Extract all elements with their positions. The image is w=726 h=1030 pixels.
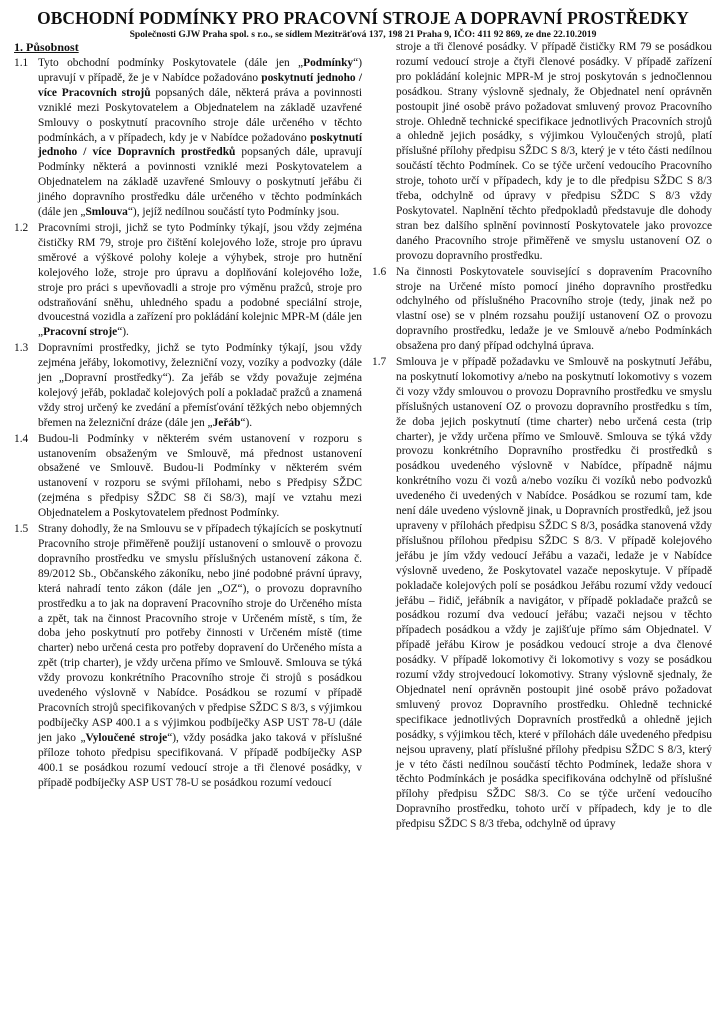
emphasis-text: poskytnutí jednoho / více Pracovních strojů — [38, 71, 362, 99]
clause-text — [38, 522, 362, 790]
document-subtitle: Společnosti GJW Praha spol. s r.o., se sídlem Meziträťová 137, 198 21 Praha 9, IČO: 411 92 869, ze dne 22.10.2019 — [129, 29, 597, 40]
clause-1-5 — [14, 522, 362, 790]
clause-1-7 — [372, 355, 712, 832]
document-title: OBCHODNÍ PODMÍNKY PRO PRACOVNÍ STROJE A DOPRAVNÍ PROSTŘEDKY — [37, 8, 689, 28]
clause-text — [38, 221, 362, 340]
text-run: “) upravují v případě, že je v Nabídce požadováno — [38, 57, 362, 84]
clause-number: 1.1 — [14, 57, 29, 69]
two-column-body — [14, 40, 712, 833]
clause-1-4 — [14, 432, 362, 521]
clause-number: 1.2 — [14, 221, 29, 234]
clause-text — [38, 341, 362, 430]
clause-text: Smlouva je v případě požadavku ve Smlouvě na poskytnutí Jeřábu, na poskytnutí lokomotivy a/nebo na poskytnutí lokomotivy s vozem či vozy vždy smlouvou o provozu Dopravního prostředku ve smyslu příslušných ustanovení OZ o provozu dopravního prostředku s tím, že doba jejich poskytnutí (time charter) nebo určená cesta (trip charter), je vždy určena přímo ve Smlouvě. Smlouva se týká vždy provozu konkrétního Dopravního prostředku či prostředků s posádkou uvedeného výslovně v Nabídce, případně nájmu konkrétního vozu či vozů a/nebo vozíku či vozíků nebo podvozků uvedeného či uvedených v Nabídce. Posádkou se rozumí tam, kde není dále uvedeno výslovně jinak, u Dopravních prostředků, jež jsou upraveny v přílohách předpisu SŽDC S 8/3, posádka stanovená vždy příslušnou přílohou předpisu SŽDC S 8/3. V případě kolejového jeřábu je jím vždy vedoucí Jeřábu a vazači, ledaže je v Nabídce výslovně uvedeno, že Poskytovatel vazače neposkytuje. V případě pokladače kolejových polí se posádkou Jeřábu rozumí vždy vedoucí jeřábu – řidič, jeřábník a navigátor, v případě pokladače pražců se posádkou rozumí dva vedoucí jeřábu; vazači nejsou v těchto případech posádkou a vždy je zajišťuje přímo sám Objednatel. V případě jeřábu Kirow je posádkou vedoucí stroje a dva členové posádky. V případě lokomotivy či lokomotivy s vozy se posádkou rozumí vždy strojvedoucí lokomotivy. Strany výslovně sjednaly, že Objednatel není oprávněn postoupit jiné osobě právo požadovat smluvený provoz Dopravního prostředku. Ohledně technické specifikace jednotlivých Dopravních prostředků a ohledně jejich posádky, s výjimkou těch, které v přílohách dále uvedeného předpisu nejsou upraveny, platí příslušné přílohy předpisu SŽDC S 8/3, který je v této části nedílnou součástí těchto Podmínek, ledaže shora v těchto Podmínkách je posádka specifikována odchylně od příslušné přílohy předpisu SŽDC S8/3. Co se týče určení vedoucího Dopravního prostředku, tohoto určí v případech, kdy je to dle předpisu SŽDC S 8/3 třeba, odchylně od úpravy — [396, 356, 712, 831]
clause-1-3 — [14, 341, 362, 430]
clause-text — [38, 56, 362, 220]
clause-number: 1.6 — [372, 265, 387, 278]
right-column — [372, 40, 712, 833]
clause-number: 1.3 — [14, 342, 29, 355]
defined-term: Vyloučené stroje — [85, 731, 168, 744]
clause-1-5-continuation: stroje a tři členové posádky. V případě čističky RM 79 se posádkou rozumí vedoucí stroje a čtyři členové posádky. V případě zařízení pro pokládání kolejnic MPR-M je stroj poskytován s jednočlennou posádkou. Strany výslovně sjednaly, že Objednatel není oprávněn postoupit jiné osobě právo požadovat smluvený provoz Pracovního stroje. Ohledně technické specifikace jednotlivých Pracovních strojů a ohledně jejich posádky, s výjimkou Vyloučených strojů, platí příslušné přílohy předpisu SŽDC S 8/3, který je v této části nedílnou součástí těchto Podmínek. Co se týče určení vedoucího Pracovního stroje, tohoto určí v případech, kdy je to dle předpisu SŽDC S 8/3 třeba, odchylně od úpravy v předpisu SŽDC S 8/3 vždy Poskytovatel. Naplnění těchto předpokladů představuje dle dohody stran bez dalšího splnění povinností Poskytovatele jako provozce daného Pracovního stroje přiměřeně ve smyslu ustanovení OZ o provozu dopravního prostředku. — [396, 41, 712, 262]
text-run: Strany dohodly, že na Smlouvu se v případech týkajících se poskytnutí Pracovního stroje přiměřeně použijí ustanovení o smlouvě o provozu dopravního prostředku ve smyslu příslušných ustanovení zákona č. 89/2012 Sb., Občanského zákoníku, nebo jiné podobné právní úpravy, která nahradí tento zákon (dále jen „OZ“), o provozu dopravního prostředku a to jak na dopravení Pracovního stroje do Určeného místa a zpět, tak na činnost Pracovního stroje v Určeném místě, s tím, že doba jeho poskytnutí pro potřeby činnosti v Určeném místě (time charter) nebo určená cesta pro potřeby dopravení do Určeného místa a zpět (trip charter), je vždy určena přímo ve Smlouvě. Smlouva se týká vždy provozu konkrétního Pracovního stroje či strojů s posádkou uvedeného výslovně v Nabídce. Posádkou se rozumí v případě Pracovních strojů specifikovaných v předpise SŽDC S 8/3, s výjimkou podbíječky ASP 400.1 a s výjimkou podbíječky ASP UST 78-U (dále jen jako „ — [38, 523, 362, 744]
text-run: Dopravními prostředky, jichž se tyto Podmínky týkají, jsou vždy zejména jeřáby, lokomotivy, železniční vozy, vozíky a podvozky (dále jen „Dopravní prostředky“). Za jeřáb se vždy považuje zejména kolejový jeřáb, pokladač kolejových polí a pokladač pražců a znamená vždy stroj určený ke zvedání a přemísťování těžkých nebo objemných břemen na železniční dráze (dále jen „ — [38, 342, 362, 429]
left-column — [14, 40, 362, 833]
clause-number: 1.4 — [14, 432, 29, 445]
emphasis-text: poskytnutí jednoho / více Dopravních prostředků — [38, 131, 362, 159]
clause-text: Na činnosti Poskytovatele související s dopravením Pracovního stroje na Určené místo pomocí jiného dopravního prostředku odchylného od příslušného Pracovního stroje (tedy, jinak než po vlastní ose) se v plném rozsahu použijí ustanovení OZ o provozu dopravního prostředku, ledaže je ve Smlouvě a/nebo Podmínkách obsažena pro daný případ odchylná úprava. — [396, 265, 712, 353]
text-run: “). — [117, 326, 129, 339]
section-heading: 1. Působnost — [14, 40, 79, 54]
clause-1-2 — [14, 221, 362, 340]
clause-1-1 — [14, 56, 362, 220]
clause-text: Budou-li Podmínky v některém svém ustanovení v rozporu s ustanovením obsaženým ve Smlouvě, má přednost ustanovení obsažené ve Smlouvě. Budou-li Podmínky v některém svém ustanovení v rozporu se svými přílohami, nebo s Předpisy SŽDC (zejména s předpisy SŽDC S8 či S8/3), mají ve vztahu mezi Objednatelem a Poskytovatelem přednost Podmínky. — [38, 432, 362, 520]
clause-number: 1.5 — [14, 523, 29, 536]
text-run: “), vždy posádka jako taková v příslušné příloze tohoto předpisu specifikovaná. V případě podbíječky ASP 400.1 se posádkou rozumí vedoucí stroje a tři členové posádky, v případě podbíječky ASP UST 78-U se posádkou rozumí vedoucí — [38, 731, 362, 789]
clause-number: 1.7 — [372, 356, 387, 369]
text-run: popsaných dále, některá práva a povinnosti vzniklé mezi Poskytovatelem a Objednatelem na základě uzavřené Smlouvy o poskytnutí pracovního stroje dále určeného v těchto podmínkách, a v případech, kdy je v Nabídce požadováno — [38, 86, 362, 144]
clause-1-6 — [372, 265, 712, 354]
text-run: popsaných dále, upravují Podmínky některá a povinnosti vzniklé mezi Poskytovatelem a Objednatelem na základě uzavřené Smlouvy o poskytnutí jeřábu či jiného dopravního prostředku dále určeného v těchto podmínkách (dále jen „ — [38, 146, 362, 219]
text-run: Tyto obchodní podmínky Poskytovatele (dále jen „ — [38, 57, 304, 69]
text-run: Pracovními stroji, jichž se tyto Podmínky týkají, jsou vždy zejména čističky RM 79, stroje pro čištění kolejového lože, stroje pro úpravu směrové a výškové polohy koleje a výhybek, stroje pro hutnění kolejového lože, stroje pro úpravu a doplňování kolejového lože, stroje pro práci s upevňovadli a stroje pro výměnu pražců, stroje pro odstraňování sněhu, uhledného spadu a podobné speciální stroje, dvoucestná vozidla a zařízení pro pokládání kolejnic MPR-M (dále jen „ — [38, 221, 362, 339]
defined-term: Jeřáb — [212, 416, 241, 429]
defined-term: Podmínky — [303, 57, 354, 69]
text-run: “). — [240, 416, 253, 429]
text-run: “), jejíž nedílnou součástí tyto Podmínky jsou. — [127, 206, 340, 219]
defined-term: Pracovní stroje — [43, 326, 118, 339]
defined-term: Smlouva — [85, 206, 128, 219]
